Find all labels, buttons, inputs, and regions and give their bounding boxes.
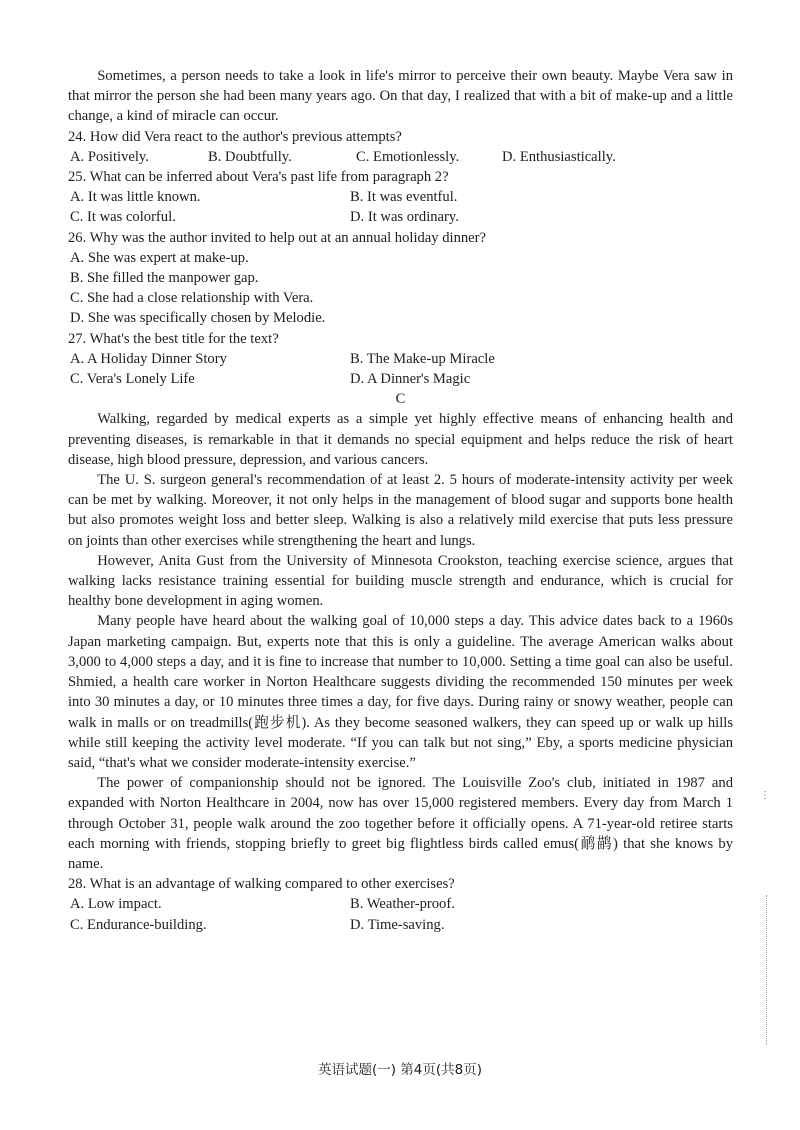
question-26: [68, 228, 733, 329]
section-c-heading: C: [395, 391, 406, 408]
option-b[interactable]: B. Weather-proof.: [350, 896, 455, 913]
option-c[interactable]: C. She had a close relationship with Vera.: [70, 290, 314, 307]
option-grid: [68, 187, 733, 227]
option-c[interactable]: C. It was colorful.: [70, 209, 176, 226]
option-d[interactable]: D. Enthusiastically.: [502, 148, 616, 165]
option-b[interactable]: B. She filled the manpower gap.: [70, 270, 259, 287]
binding-dotted-line: [766, 895, 767, 1045]
question-24: [68, 127, 733, 167]
question-stem: 24. How did Vera react to the author's previous attempts?: [68, 128, 402, 145]
option-a[interactable]: A. Low impact.: [70, 896, 162, 913]
question-stem: 26. Why was the author invited to help out at an annual holiday dinner?: [68, 229, 486, 246]
question-25: [68, 167, 733, 228]
option-a[interactable]: A. It was little known.: [70, 189, 201, 206]
option-a[interactable]: A. She was expert at make-up.: [70, 249, 249, 266]
passage-c-paragraph-1: Walking, regarded by medical experts as a simple yet highly effective means of enhancing health and preventing diseases, is remarkable in that it demands no special equipment and helps reduce the risk of heart disease, high blood pressure, depression, and various cancers.: [68, 411, 733, 468]
option-grid: [68, 349, 733, 389]
option-grid: [68, 894, 733, 934]
page-footer: 英语试题(一) 第4页(共8页): [317, 1062, 483, 1078]
question-stem: 25. What can be inferred about Vera's past life from paragraph 2?: [68, 169, 449, 186]
exam-page: [68, 66, 733, 935]
option-d[interactable]: D. Time-saving.: [350, 916, 445, 933]
question-stem: 28. What is an advantage of walking compared to other exercises?: [68, 876, 455, 893]
option-b[interactable]: B. The Make-up Miracle: [350, 350, 495, 367]
question-28: [68, 874, 733, 935]
option-d[interactable]: D. It was ordinary.: [350, 209, 459, 226]
option-a[interactable]: A. Positively.: [70, 148, 149, 165]
option-c[interactable]: C. Endurance-building.: [70, 916, 207, 933]
passage-c-paragraph-2: The U. S. surgeon general's recommendation of at least 2. 5 hours of moderate-intensity activity per week can be met by walking. Moreover, it not only helps in the management of blood sugar and supports bone health but also promotes weight loss and better sleep. Walking is also a relatively mild exercise that puts less pressure on joints than other exercises while strengthening the heart and lungs.: [68, 472, 733, 549]
passage-c-paragraph-4: Many people have heard about the walking goal of 10,000 steps a day. This advice dates back to a 1960s Japan marketing campaign. But, experts note that this is only a guideline. The average American walks about 3,000 to 4,000 steps a day, and it is fine to increase that number to 10,000. Setting a time goal can also be useful. Shmied, a health care worker in Norton Healthcare suggests dividing the recommended 150 minutes per week into 30 minutes a day, or 10 minutes three times a day, for five days. During rainy or snowy weather, people can walk in malls or on treadmills(跑步机). As they become seasoned walkers, they can speed up or walk up hills while still keeping the activity level moderate. “If you can talk but not sing,” Eby, a sports medicine physician said, “that's what we consider moderate-intensity exercise.”: [68, 613, 733, 771]
option-a[interactable]: A. A Holiday Dinner Story: [70, 350, 227, 367]
binding-margin-mark: ⋮: [760, 790, 770, 801]
option-b[interactable]: B. Doubtfully.: [208, 148, 292, 165]
option-row: [68, 147, 733, 167]
question-27: [68, 329, 733, 390]
passage-c-paragraph-3: However, Anita Gust from the University of Minnesota Crookston, teaching exercise science, argues that walking lacks resistance training essential for building muscle strength and endurance, which is crucial for healthy bone development in aging women.: [68, 552, 733, 610]
question-stem: 27. What's the best title for the text?: [68, 330, 279, 347]
option-c[interactable]: C. Vera's Lonely Life: [70, 371, 195, 388]
option-d[interactable]: D. A Dinner's Magic: [350, 371, 471, 388]
passage-c-paragraph-5: The power of companionship should not be ignored. The Louisville Zoo's club, initiated in 1987 and expanded with Norton Healthcare in 2004, now has over 15,000 registered members. Every day from March 1 through October 31, people walk around the zoo together before it officially opens. A 71-year-old retiree starts each morning with friends, stopping briefly to greet big flightless birds called emus(鸸鹋) that she knows by name.: [68, 775, 733, 872]
option-c[interactable]: C. Emotionlessly.: [356, 148, 460, 165]
passage-b-closing-paragraph: Sometimes, a person needs to take a look in life's mirror to perceive their own beauty. Maybe Vera saw in that mirror the person she had been many years ago. On that day, I realized that with a bit of make-up and a little change, a kind of miracle can occur.: [68, 68, 733, 125]
option-b[interactable]: B. It was eventful.: [350, 189, 458, 206]
option-d[interactable]: D. She was specifically chosen by Melodie.: [70, 310, 326, 327]
